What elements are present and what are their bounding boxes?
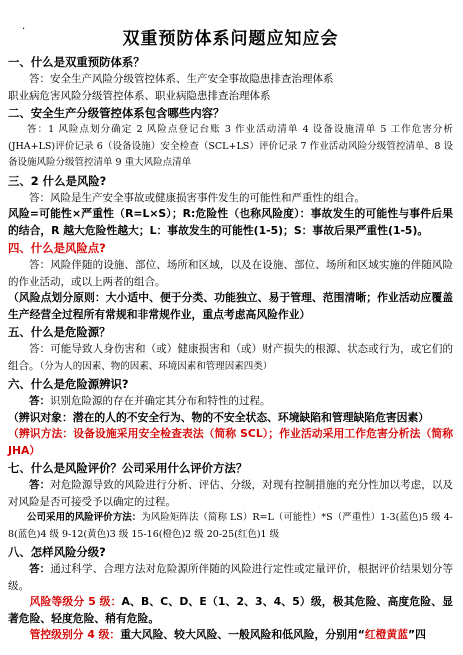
q1-answer-line2: 职业病危害风险分级管控体系、职业病隐患排查治理体系 (8, 89, 271, 102)
q2-answer: 答：1 风险点划分确定 2 风险点登记台账 3 作业活动清单 4 设备设施清单 5 工作危害分析(JHA+LS)评价记录 6（设备设施）安全检查（SCL+LS）评价记录 7 作业活动风险分级管控清单、8 设备设施风险分级管控清单 9 重大风险点清单 (8, 124, 453, 168)
q6-answer-label: 答： (29, 395, 50, 407)
q8-control-levels (8, 627, 453, 644)
q8-answer-label: 答： (29, 563, 51, 575)
q3-answer: 答：风险是生产安全事故或健康损害事件发生的可能性和严重性的组合。 (29, 191, 365, 204)
q8-risk-levels-label: 风险等级分 5 级： (29, 595, 122, 608)
q8-answer (8, 561, 453, 594)
q8-control-levels-label: 管控级别分 4 级： (29, 628, 121, 641)
q8-heading: 八、怎样风险分级? (8, 545, 106, 559)
q3-formula: 风险=可能性×严重性（R=L×S）；R:危险性（也称风险度）：事故发生的可能性与事件后果的结合，R 越大危险性越大；L：事故发生的可能性(1-5)；S：事故后果严重性(1-5)。 (8, 207, 453, 237)
q5-heading: 五、什么是危险源？ (8, 325, 111, 339)
q7-method-text: 为风险矩阵法（简称 LS）R=L（可能性）*S（严重性）1-3(蓝色)5 级 4-8(蓝色)4 级 9-12(黄色)3 级 15-16(橙色)2 级 20-25(红色)1 级 (8, 512, 453, 540)
q6-answer-text: 识别危险源的存在并确定其分布和特性的过程。 (50, 395, 271, 407)
q6-methods: （辨识方法：设备设施采用安全检查表法（简称 SCL）；作业活动采用工作危害分析法（简称 JHA） (8, 427, 453, 457)
q7-method (8, 510, 453, 543)
q7-answer (8, 477, 453, 510)
q2-heading: 二、安全生产分级管控体系包含哪些内容？ (8, 106, 225, 120)
q3-heading: 三、2 什么是风险? (8, 173, 107, 188)
q8-control-levels-text: 重大风险、较大风险、一般风险和低风险，分别用“ (120, 628, 365, 641)
q8-risk-levels (8, 594, 453, 627)
q7-heading: 七、什么是风险评价？公司采用什么评价方法？ (8, 461, 248, 475)
q8-control-levels-tail: ”四 (408, 628, 426, 641)
q1-answer-line1: 答：安全生产风险分级管控体系、生产安全事故隐患排查治理体系 (29, 73, 334, 85)
q4-answer: 答：风险伴随的设施、部位、场所和区域，以及在设施、部位、场所和区域实施的伴随风险的作业活动，或以上两者的组合。 (8, 259, 453, 288)
q8-color-code: 红橙黄蓝 (364, 628, 409, 641)
q4-heading: 四、什么是风险点? (8, 241, 106, 255)
q5-answer-text: 答：可能导致人身伤害和（或）健康损害和（或）财产损失的根源、状态或行为，或它们的组合。 (8, 343, 453, 372)
q8-risk-levels-text: A、B、C、D、E（1、2、3、4、5）级，极其危险、高度危险、显著危险、轻度危险、稍有危险。 (8, 595, 453, 625)
q7-answer-label: 答： (29, 479, 51, 491)
q5-answer-note: （分为人的因素、物的因素、环境因素和管理因素四类） (39, 360, 273, 372)
q7-answer-text: 对危险源导致的风险进行分析、评估、分级，对现有控制措施的充分性加以考虑，以及对风险是否可接受予以确定的过程。 (8, 479, 454, 508)
q7-method-label: 公司采用的风险评价方法： (27, 512, 142, 523)
bullet-mark: · (22, 24, 26, 35)
q6-answer (8, 393, 453, 410)
q6-heading: 六、什么是危险源辨识? (8, 377, 129, 391)
page-title: 双重预防体系问题应知应会 (122, 29, 339, 49)
q8-answer-text: 通过科学、合理方法对危险源所伴随的风险进行定性或定量评价，根据评价结果划分等级。 (8, 563, 454, 592)
q1-heading: 一、什么是双重预防体系？ (8, 55, 145, 69)
q6-targets: （辨识对象：潜在的人的不安全行为、物的不安全状态、环境缺陷和管理缺陷危害因素） (8, 410, 430, 424)
q5-answer (8, 341, 453, 375)
q4-principle: （风险点划分原则：大小适中、便于分类、功能独立、易于管理、范围清晰；作业活动应覆盖生产经营全过程所有常规和非常规作业，重点考虑高风险作业） (8, 291, 453, 321)
